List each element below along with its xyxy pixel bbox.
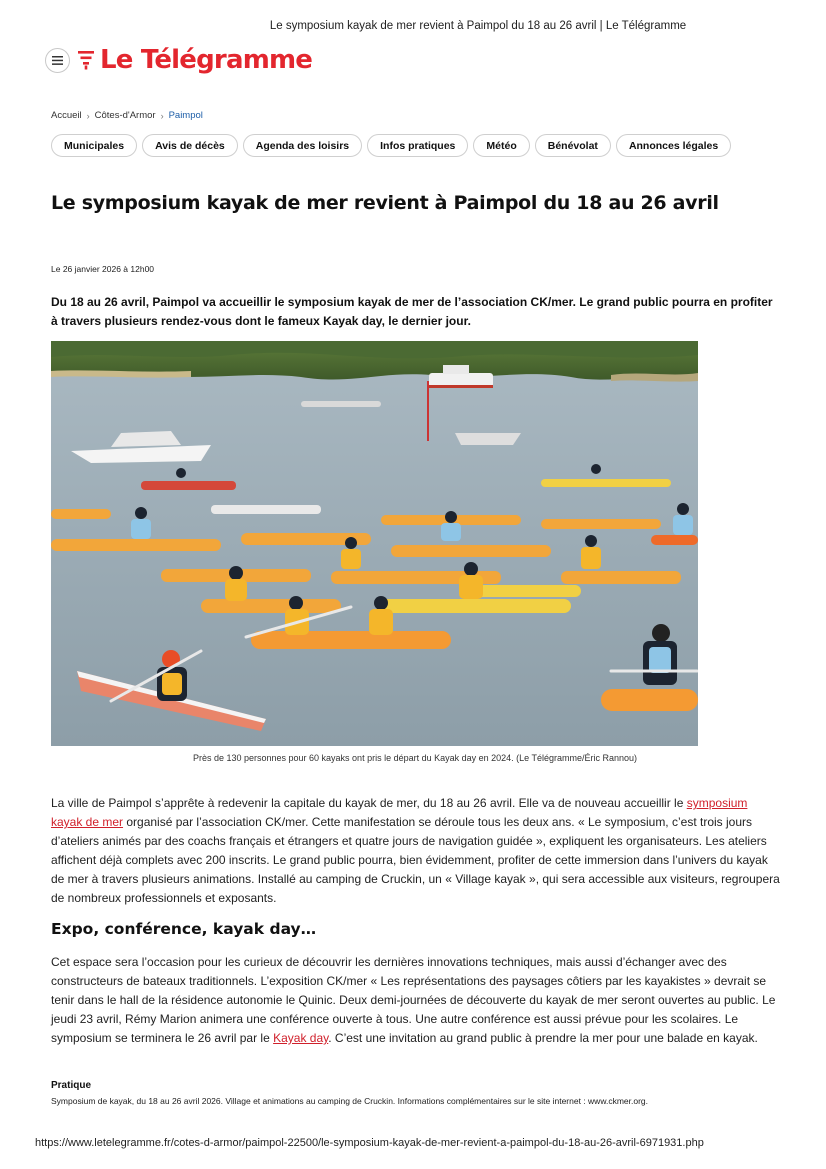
chevron-right-icon: › bbox=[160, 110, 164, 121]
site-logo[interactable] bbox=[78, 46, 312, 74]
chevron-right-icon: › bbox=[86, 110, 90, 121]
breadcrumb-item-accueil[interactable]: Accueil bbox=[51, 110, 82, 121]
logo-mark-icon bbox=[78, 50, 94, 70]
kayak-photo-illustration bbox=[51, 341, 698, 746]
practical-info-title: Pratique bbox=[51, 1080, 92, 1091]
paragraph-text: Cet espace sera l’occasion pour les curieux de découvrir les dernières innovations techniques, mais aussi d’échanger avec des constructeurs de bateaux traditionnels. L’exposition CK/mer « Les représentations des paysages côtiers par les kayakistes » devrait se tenir dans le hall de la résidence autonomie le Quinic. Deux demi-journées de découverte du kayak de mer seront ouvertes au public. Le jeudi 23 avril, Rémy Marion animera une conférence ouverte à tous. Une autre conférence est aussi prévue pour les scolaires. Le symposium se terminera le 26 avril par le bbox=[51, 955, 776, 1045]
print-footer-url: https://www.letelegramme.fr/cotes-d-armor/paimpol-22500/le-symposium-kayak-de-mer-revient-a-paimpol-du-18-au-26-avril-6971931.php bbox=[35, 1137, 704, 1149]
article-title: Le symposium kayak de mer revient à Paimpol du 18 au 26 avril bbox=[51, 192, 719, 214]
article-paragraph bbox=[51, 794, 781, 908]
article-photo bbox=[51, 341, 698, 746]
tag-infos-pratiques[interactable]: Infos pratiques bbox=[367, 134, 468, 157]
breadcrumb-item-cotes-darmor[interactable]: Côtes-d'Armor bbox=[94, 110, 156, 121]
tag-benevolat[interactable]: Bénévolat bbox=[535, 134, 611, 157]
image-caption: Près de 130 personnes pour 60 kayaks ont pris le départ du Kayak day en 2024. (Le Télégramme/Éric Rannou) bbox=[192, 753, 638, 763]
breadcrumb-item-paimpol[interactable]: Paimpol bbox=[168, 110, 203, 121]
tag-avis-de-deces[interactable]: Avis de décès bbox=[142, 134, 238, 157]
menu-button[interactable] bbox=[45, 48, 70, 73]
topic-tags bbox=[51, 134, 731, 157]
print-page-title: Le symposium kayak de mer revient à Paimpol du 18 au 26 avril | Le Télégramme bbox=[269, 20, 687, 32]
paragraph-text: . C’est une invitation au grand public à prendre la mer pour une balade en kayak. bbox=[328, 1031, 758, 1045]
article-lead: Du 18 au 26 avril, Paimpol va accueillir le symposium kayak de mer de l’association CK/mer. Le grand public pourra en profiter à travers plusieurs rendez-vous dont le fameux Kayak day, le dernier jour. bbox=[51, 295, 773, 328]
kayak-day-link[interactable]: Kayak day bbox=[273, 1031, 329, 1045]
tag-meteo[interactable]: Météo bbox=[473, 134, 529, 157]
practical-info-text: Symposium de kayak, du 18 au 26 avril 2026. Village et animations au camping de Cruckin. Informations complémentaires sur le site internet : www.ckmer.org. bbox=[51, 1096, 649, 1106]
breadcrumb bbox=[51, 110, 203, 121]
logo-text: Le Télégramme bbox=[100, 45, 313, 75]
article-subheading: Expo, conférence, kayak day… bbox=[51, 920, 317, 938]
tag-municipales[interactable]: Municipales bbox=[51, 134, 137, 157]
tag-agenda-des-loisirs[interactable]: Agenda des loisirs bbox=[243, 134, 362, 157]
paragraph-text: organisé par l’association CK/mer. Cette manifestation se déroule tous les deux ans. « Le symposium, c’est trois jours d’ateliers animés par des coachs français et étrangers et quatre jours de navigation guidée », expliquent les organisateurs. Les ateliers affichent déjà complets avec 200 inscrits. Le grand public pourra, bien évidemment, profiter de cette immersion dans l’univers du kayak de mer à travers plusieurs animations. Installé au camping de Cruckin, un « Village kayak », qui sera accessible aux visiteurs, regroupera de nombreux professionnels et exposants. bbox=[51, 815, 780, 905]
tag-annonces-legales[interactable]: Annonces légales bbox=[616, 134, 731, 157]
article-paragraph bbox=[51, 953, 781, 1048]
hamburger-icon bbox=[52, 56, 63, 65]
symposium-link[interactable]: symposium kayak de mer bbox=[51, 796, 748, 829]
publish-date: Le 26 janvier 2026 à 12h00 bbox=[51, 264, 155, 274]
site-header bbox=[45, 46, 312, 74]
paragraph-text: La ville de Paimpol s’apprête à redevenir la capitale du kayak de mer, du 18 au 26 avril. Elle va de nouveau accueillir le bbox=[51, 796, 687, 810]
